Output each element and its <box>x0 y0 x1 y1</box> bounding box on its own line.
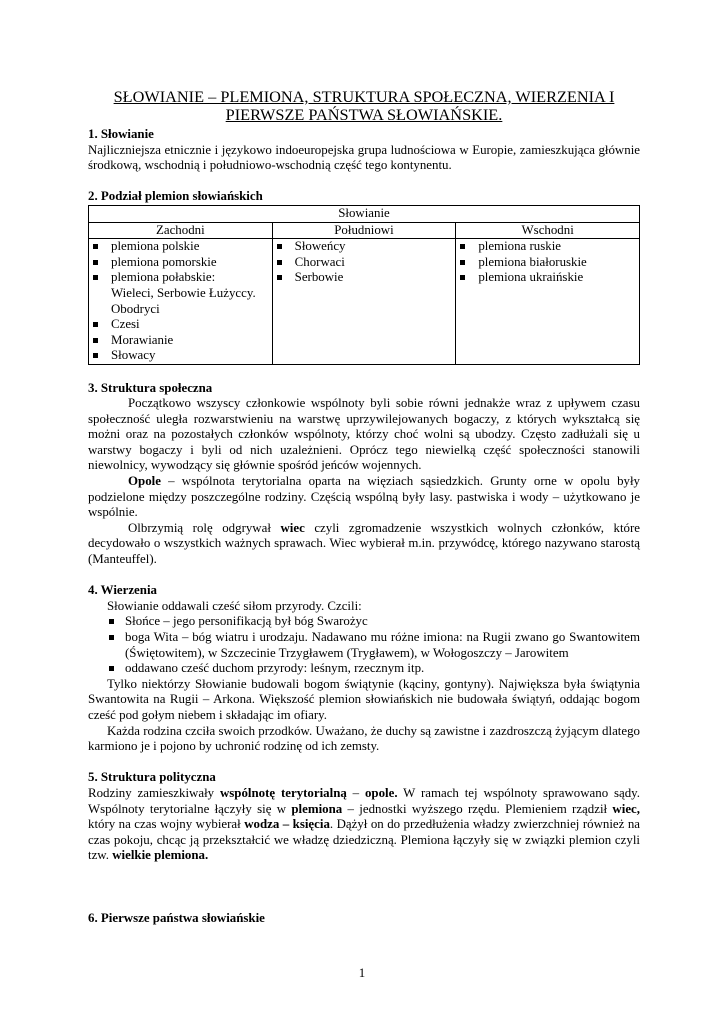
list-item: Słońce – jego personifikacją był bóg Swarożyc <box>107 614 640 630</box>
list-item: Morawianie <box>91 333 270 349</box>
section-3-paragraph-1: Początkowo wszyscy członkowie wspólnoty byli sobie równi jednakże wraz z upływem czasu społeczność uległa rozwarstwieniu na warstwę uprzywilejowanych bogaczy, z których wykształcą się możni oraz na pozostałych członków wspólnoty, którzy choć wolni są ubodzy. Często zadłużali się u warstwy bogaczy i byli od nich uzależnieni. Oprócz tego niewielką część społeczności stanowili niewolnicy, wywodzący się głównie spośród jeńców wojennych. <box>88 396 640 473</box>
section-3-paragraph-3: Olbrzymią rolę odgrywał wiec czyli zgromadzenie wszystkich wolnych członków, które decydowało o wszystkich ważnych sprawach. Wiec wybierał m.in. przywódcę, którego nazywano starostą (Manteuffel). <box>88 520 640 567</box>
section-4-heading: 4. Wierzenia <box>88 583 157 598</box>
east-tribes-cell <box>456 239 640 365</box>
square-bullet-icon <box>109 619 114 624</box>
section-1-heading: 1. Słowianie <box>88 127 154 141</box>
square-bullet-icon <box>460 244 465 249</box>
document-page <box>88 88 640 926</box>
list-item: Słoweńcy <box>275 239 454 255</box>
square-bullet-icon <box>93 353 98 358</box>
square-bullet-icon <box>93 260 98 265</box>
list-item: plemiona pomorskie <box>91 255 270 271</box>
list-item: Chorwaci <box>275 255 454 271</box>
list-item: plemiona białoruskie <box>458 255 637 271</box>
list-item: plemiona połabskie: <box>91 270 270 286</box>
west-tribes-cell <box>89 239 273 365</box>
list-item: plemiona ukraińskie <box>458 270 637 286</box>
column-south: Południowi <box>272 222 456 239</box>
section-1-text: Najliczniejsza etnicznie i językowo indoeuropejska grupa ludnościowa w Europie, zamieszkująca głównie środkową, wschodnią i południowo-wschodnią część tego kontynentu. <box>88 142 640 173</box>
square-bullet-icon <box>93 322 98 327</box>
tribes-table <box>88 205 640 365</box>
column-east: Wschodni <box>456 222 640 239</box>
square-bullet-icon <box>109 635 114 640</box>
section-5-paragraph: Rodziny zamieszkiwały wspólnotę terytorialną – opole. W ramach tej wspólnoty sprawowano sądy. Wspólnoty terytorialne łączyły się w plemiona – jednostki wyższego rzędu. Plemieniem rządził wiec, który na czas wojny wybierał wodza – księcia. Dążył on do przedłużenia władzy zwierzchniej również na czas pokoju, chcąc ją przekształcić we władzę dziedziczną. Plemiona łączyły się w związki plemion czyli tzw. wielkie plemiona. <box>88 785 641 863</box>
section-6-heading: 6. Pierwsze państwa słowiańskie <box>88 910 265 925</box>
title-line-1: SŁOWIANIE – PLEMIONA, STRUKTURA SPOŁECZNA, WIERZENIA I <box>113 87 615 106</box>
section-2-heading: 2. Podział plemion słowiańskich <box>88 189 263 204</box>
list-item: boga Wita – bóg wiatru i urodzaju. Nadawano mu różne imiona: na Rugii zwano go Swantowitem (Świętowitem), w Szczecinie Trzygławem (Trygławem), w Wołogoszczy – Jarowitem <box>107 630 640 661</box>
page-number: 1 <box>358 966 366 980</box>
list-item: Serbowie <box>275 270 454 286</box>
section-4-paragraph-2: Każda rodzina czciła swoich przodków. Uważano, że duchy są zawistne i zazdroszczą żyjącym dlatego karmiono je i pojono by uchronić rodzinę od ich zemsty. <box>88 723 640 754</box>
section-5-heading: 5. Struktura polityczna <box>88 770 216 785</box>
document-title <box>88 88 640 124</box>
title-line-2: PIERWSZE PAŃSTWA SŁOWIAŃSKIE. <box>225 105 503 124</box>
table-header-slavs: Słowianie <box>89 205 640 222</box>
section-4-intro: Słowianie oddawali cześć siłom przyrody. Czcili: <box>107 598 362 613</box>
list-item: oddawano cześć duchom przyrody: leśnym, rzecznym itp. <box>107 661 640 677</box>
square-bullet-icon <box>277 260 282 265</box>
square-bullet-icon <box>277 244 282 249</box>
section-3-paragraph-2: Opole – wspólnota terytorialna oparta na więziach sąsiedzkich. Grunty orne w opolu były podzielone między poszczególne rodziny. Częścią wspólną były lasy. pastwiska i wody – użytkowano je wspólnie. <box>88 474 640 520</box>
list-item: Czesi <box>91 317 270 333</box>
section-4-paragraph-1: Tylko niektórzy Słowianie budowali bogom świątynie (kąciny, gontyny). Największa była świątynia Swantowita na Rugii – Arkona. Większość plemion słowiańskich nie budowała świątyń, oddając bogom cześć pod gołym niebem i składając im ofiary. <box>88 676 640 722</box>
square-bullet-icon <box>277 275 282 280</box>
column-west: Zachodni <box>89 222 273 239</box>
square-bullet-icon <box>93 275 98 280</box>
square-bullet-icon <box>460 260 465 265</box>
list-item-continuation: Wieleci, Serbowie Łużyccy. <box>111 285 256 300</box>
list-item: Słowacy <box>91 348 270 364</box>
section-3-heading: 3. Struktura społeczna <box>88 380 213 395</box>
square-bullet-icon <box>93 244 98 249</box>
list-item: plemiona ruskie <box>458 239 637 255</box>
square-bullet-icon <box>460 275 465 280</box>
list-item: plemiona polskie <box>91 239 270 255</box>
square-bullet-icon <box>109 666 114 671</box>
list-item-continuation: Obodryci <box>111 301 160 316</box>
beliefs-list <box>88 614 640 676</box>
south-tribes-cell <box>272 239 456 365</box>
square-bullet-icon <box>93 338 98 343</box>
